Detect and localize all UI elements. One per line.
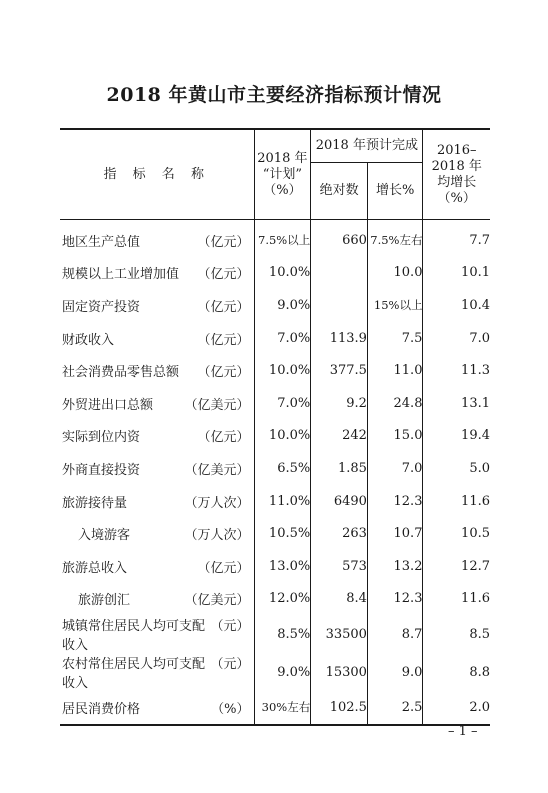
table-row: [60, 289, 490, 322]
indicator-name: 固定资产投资: [62, 299, 141, 315]
plan-value: 7.5%以上: [254, 220, 311, 257]
indicator-unit: （亿元）: [197, 332, 250, 348]
indicator-name: 居民消费价格: [62, 701, 141, 717]
growth-value: 2.5: [367, 691, 423, 725]
absolute-value: 573: [311, 550, 368, 583]
absolute-value: 6490: [311, 485, 368, 518]
table-row: [60, 257, 490, 290]
table-row: [60, 420, 490, 453]
average-growth-value: 7.7: [469, 232, 490, 248]
indicator-name: 旅游创汇: [78, 593, 131, 609]
absolute-value: 242: [311, 420, 368, 453]
growth-value: 15%以上: [367, 289, 423, 322]
table-row: [60, 485, 490, 518]
indicator-name: 入境游客: [78, 528, 131, 544]
plan-value: 12.0%: [254, 583, 311, 616]
absolute-value: 15300: [311, 653, 368, 691]
table-row: [60, 322, 490, 355]
absolute-value: 9.2: [311, 387, 368, 420]
average-growth-value: 13.1: [461, 395, 490, 411]
table-row: [60, 220, 490, 257]
indicator-name: 旅游接待量: [62, 495, 128, 511]
growth-value: 12.3: [367, 485, 423, 518]
absolute-value: 102.5: [311, 691, 368, 725]
absolute-value: 8.4: [311, 583, 368, 616]
indicator-unit: （亿美元）: [184, 462, 250, 478]
plan-value: 13.0%: [254, 550, 311, 583]
absolute-value: 113.9: [311, 322, 368, 355]
header-indicator-name: 指 标 名 称: [60, 129, 254, 220]
average-growth-value: 10.5: [461, 526, 490, 542]
indicator-name: 城镇常住居民人均可支配收入: [62, 619, 206, 654]
growth-value: 10.7: [367, 517, 423, 550]
growth-value: 15.0: [367, 420, 423, 453]
plan-value: 9.0%: [254, 289, 311, 322]
average-growth-value: 10.1: [461, 265, 490, 281]
plan-value: 10.0%: [254, 257, 311, 290]
average-growth-value: 11.3: [461, 363, 490, 379]
header-average-growth: 2016– 2018 年 均增长 （%）: [423, 129, 490, 220]
growth-value: 24.8: [367, 387, 423, 420]
economic-indicators-table: [60, 128, 490, 726]
indicator-name: 规模以上工业增加值: [62, 267, 180, 283]
table-row: [60, 517, 490, 550]
indicator-name: 旅游总收入: [62, 560, 128, 576]
indicator-name: 财政收入: [62, 332, 115, 348]
plan-value: 7.0%: [254, 387, 311, 420]
indicator-unit: （亿元）: [197, 560, 250, 576]
indicator-name: 外商直接投资: [62, 462, 141, 478]
absolute-value: [311, 257, 368, 290]
absolute-value: 263: [311, 517, 368, 550]
table-row: [60, 387, 490, 420]
indicator-unit: （亿元）: [197, 365, 250, 381]
average-growth-value: 19.4: [461, 428, 490, 444]
plan-value: 10.5%: [254, 517, 311, 550]
indicator-name: 农村常住居民人均可支配收入: [62, 657, 206, 692]
indicator-name: 外贸进出口总额: [62, 397, 154, 413]
plan-value: 8.5%: [254, 615, 311, 653]
header-absolute: 绝对数: [311, 163, 368, 220]
plan-value: 9.0%: [254, 653, 311, 691]
indicator-unit: （亿元）: [197, 234, 250, 250]
document-title: 2018 年黄山市主要经济指标预计情况: [106, 84, 442, 106]
average-growth-value: 10.4: [461, 297, 490, 313]
average-growth-value: 7.0: [469, 330, 490, 346]
growth-value: 7.5%左右: [367, 220, 423, 257]
absolute-value: 377.5: [311, 354, 368, 387]
table-row: [60, 691, 490, 725]
indicator-name: 实际到位内资: [62, 430, 141, 446]
absolute-value: 33500: [311, 615, 368, 653]
indicator-name: 社会消费品零售总额: [62, 365, 180, 381]
average-growth-value: 8.5: [469, 626, 490, 642]
table-row: [60, 653, 490, 691]
average-growth-value: 11.6: [461, 493, 490, 509]
table-row: [60, 550, 490, 583]
plan-value: 7.0%: [254, 322, 311, 355]
growth-value: 7.0: [367, 452, 423, 485]
page-number: – 1 –: [448, 724, 478, 739]
average-growth-value: 2.0: [423, 691, 490, 725]
table-row: [60, 354, 490, 387]
header-plan: 2018 年 “计划” （%）: [254, 129, 311, 220]
average-growth-value: 12.7: [461, 558, 490, 574]
growth-value: 8.7: [367, 615, 423, 653]
indicator-unit: （元）: [210, 619, 250, 635]
table-row: [60, 452, 490, 485]
indicator-unit: （亿元）: [197, 299, 250, 315]
indicator-unit: （元）: [210, 657, 250, 673]
average-growth-value: 8.8: [469, 664, 490, 680]
indicator-name: 地区生产总值: [62, 234, 141, 250]
growth-value: 12.3: [367, 583, 423, 616]
indicator-unit: （亿美元）: [184, 593, 250, 609]
plan-value: 30%左右: [254, 691, 311, 725]
header-forecast-group: 2018 年预计完成: [311, 129, 423, 163]
indicator-unit: （万人次）: [184, 495, 250, 511]
indicator-unit: （亿元）: [197, 267, 250, 283]
table-row: [60, 583, 490, 616]
header-growth: 增长%: [367, 163, 423, 220]
growth-value: 9.0: [367, 653, 423, 691]
plan-value: 11.0%: [254, 485, 311, 518]
growth-value: 10.0: [367, 257, 423, 290]
absolute-value: 660: [311, 220, 368, 257]
table-row: [60, 615, 490, 653]
indicator-unit: （亿元）: [197, 430, 250, 446]
plan-value: 10.0%: [254, 354, 311, 387]
plan-value: 6.5%: [254, 452, 311, 485]
indicator-unit: （%）: [211, 701, 250, 717]
average-growth-value: 11.6: [461, 591, 490, 607]
indicator-unit: （亿美元）: [184, 397, 250, 413]
absolute-value: 1.85: [311, 452, 368, 485]
absolute-value: [311, 289, 368, 322]
growth-value: 7.5: [367, 322, 423, 355]
growth-value: 13.2: [367, 550, 423, 583]
growth-value: 11.0: [367, 354, 423, 387]
indicator-unit: （万人次）: [184, 528, 250, 544]
average-growth-value: 5.0: [469, 460, 490, 476]
plan-value: 10.0%: [254, 420, 311, 453]
